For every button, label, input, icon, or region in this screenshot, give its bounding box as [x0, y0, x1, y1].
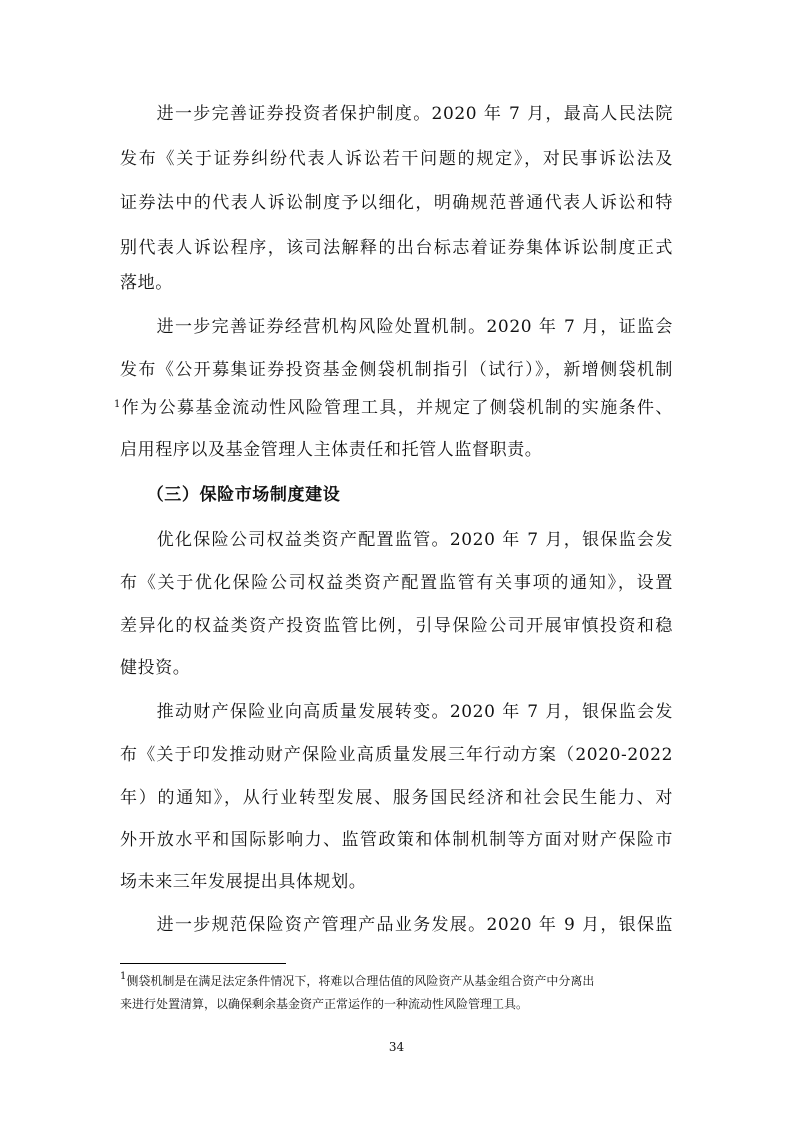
body-line: 证券法中的代表人诉讼制度予以细化，明确规范普通代表人诉讼和特 — [120, 193, 673, 213]
footnote-marker: 1 — [120, 971, 127, 982]
body-line: 进一步完善证券投资者保护制度。2020 年 7 月，最高人民法院 — [120, 104, 673, 124]
footnote-divider — [120, 963, 286, 964]
body-line: 别代表人诉讼程序，该司法解释的出台标志着证券集体诉讼制度正式 — [120, 238, 673, 258]
section-heading: （三）保险市场制度建设 — [120, 485, 341, 505]
body-line: 布《关于印发推动财产保险业高质量发展三年行动方案（2020-2022 — [120, 745, 673, 765]
body-line: 启用程序以及基金管理人主体责任和托管人监督职责。 — [120, 440, 543, 460]
body-line: 布《关于优化保险公司权益类资产配置监管有关事项的通知》，设置 — [120, 573, 673, 593]
footnote — [120, 973, 594, 991]
body-line: 推动财产保险业向高质量发展转变。2020 年 7 月，银保监会发 — [120, 702, 673, 722]
body-line: 发布《公开募集证券投资基金侧袋机制指引（试行）》，新增侧袋机制 — [120, 360, 673, 380]
body-line: 发布《关于证券纠纷代表人诉讼若干问题的规定》，对民事诉讼法及 — [120, 149, 673, 169]
body-line: 外开放水平和国际影响力、监管政策和体制机制等方面对财产保险市 — [120, 830, 673, 850]
body-line: 场未来三年发展提出具体规划。 — [120, 872, 367, 892]
body-line: 差异化的权益类资产投资监管比例，引导保险公司开展审慎投资和稳 — [120, 616, 673, 636]
body-line: 年）的通知》，从行业转型发展、服务国民经济和社会民生能力、对 — [120, 788, 673, 808]
body-line: 健投资。 — [120, 658, 191, 678]
body-line: 进一步规范保险资产管理产品业务发展。2020 年 9 月，银保监 — [120, 915, 673, 935]
body-line: 作为公募基金流动性风险管理工具，并规定了侧袋机制的实施条件、 — [120, 398, 673, 418]
body-line-with-footnote-ref — [114, 398, 673, 421]
footnote-reference: 1 — [114, 399, 121, 410]
body-line: 优化保险公司权益类资产配置监管。2020 年 7 月，银保监会发 — [120, 530, 673, 550]
footnote-line: 侧袋机制是在满足法定条件情况下，将难以合理估值的风险资产从基金组合资产中分离出 — [126, 974, 595, 988]
body-line: 进一步完善证券经营机构风险处置机制。2020 年 7 月，证监会 — [120, 317, 673, 337]
footnote-line: 来进行处置清算，以确保剩余基金资产正常运作的一种流动性风险管理工具。 — [120, 997, 529, 1011]
page-number: 34 — [388, 1040, 405, 1054]
body-line: 落地。 — [120, 273, 173, 293]
